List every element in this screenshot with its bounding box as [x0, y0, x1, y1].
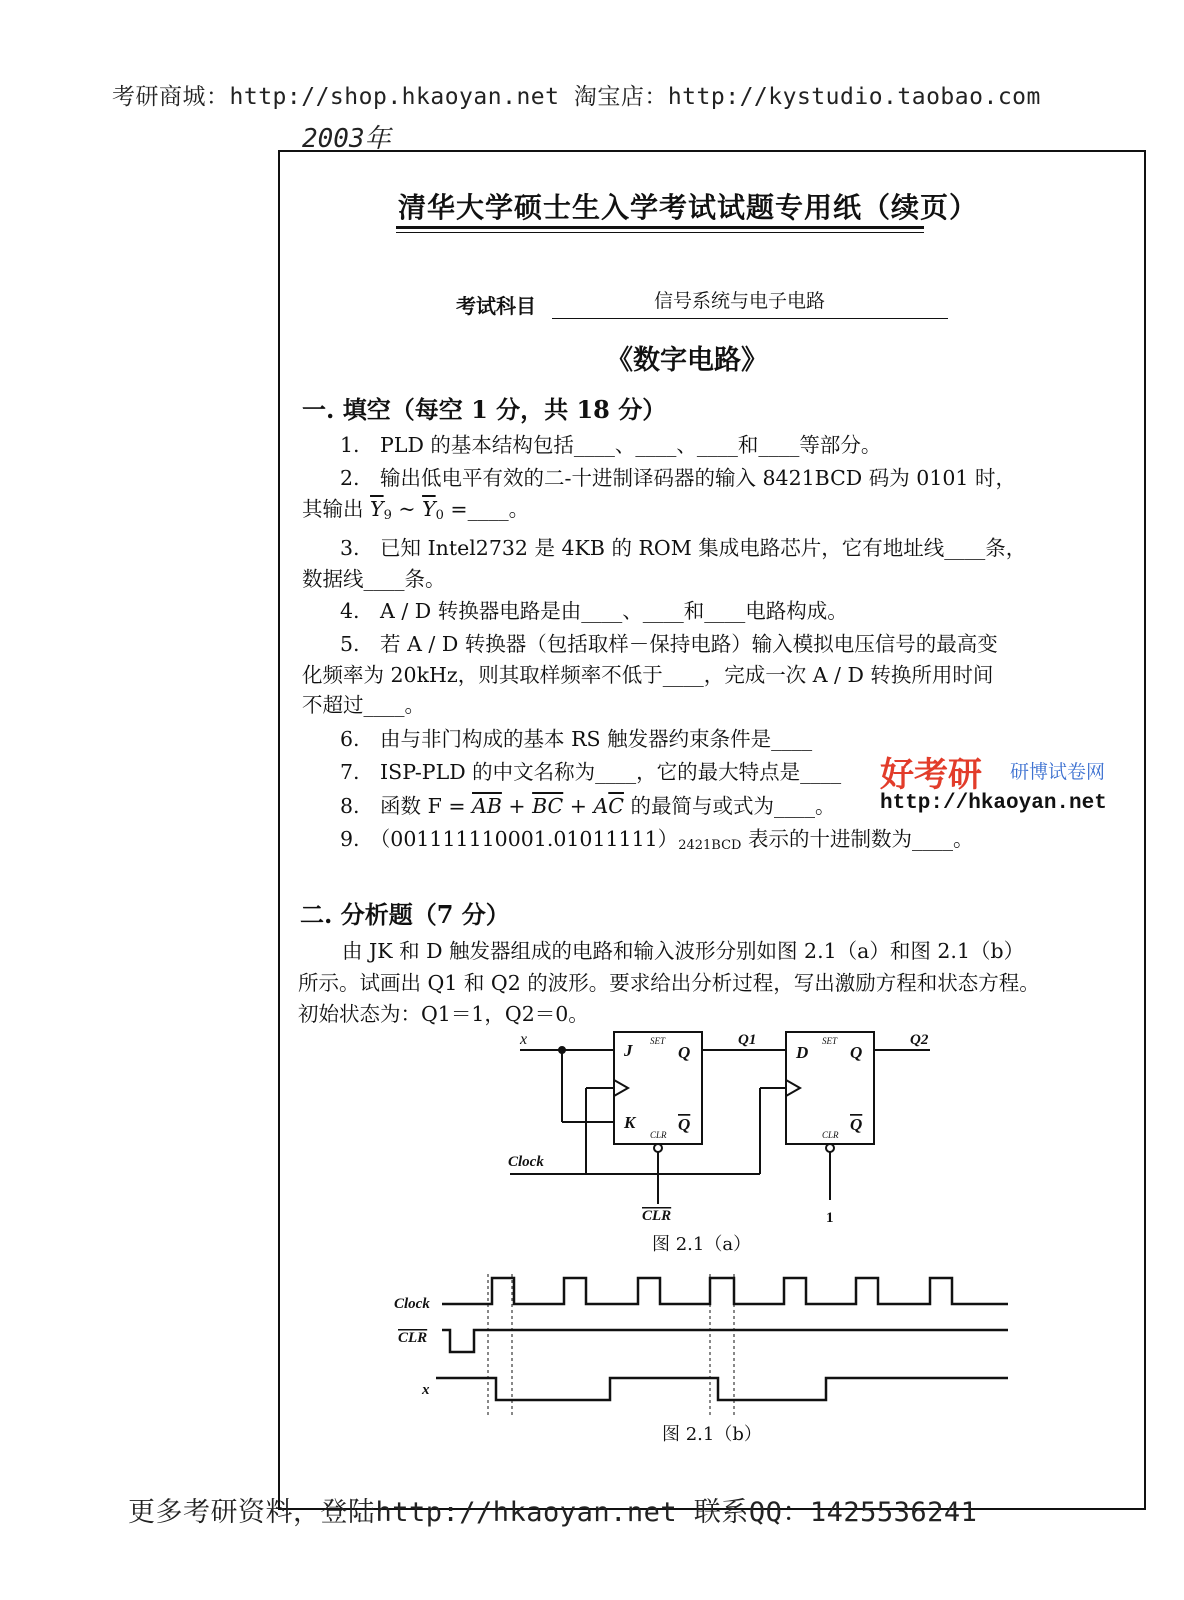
svg-text:x: x	[422, 1382, 430, 1398]
svg-text:x: x	[520, 1031, 528, 1048]
svg-text:1: 1	[826, 1210, 834, 1226]
y0-symbol: $\overline{Y}$	[422, 497, 436, 521]
svg-text:CLR: CLR	[398, 1330, 428, 1346]
title-rule	[396, 226, 924, 229]
question-3-line1: 3. 已知 Intel2732 是 4KB 的 ROM 集成电路芯片，它有地址线____条，	[340, 536, 1027, 560]
svg-text:Q2: Q2	[910, 1032, 929, 1048]
svg-text:Q: Q	[850, 1115, 863, 1134]
question-4: 4. A / D 转换器电路是由____、____和____电路构成。	[340, 599, 848, 623]
svg-text:Clock: Clock	[508, 1154, 544, 1170]
svg-text:Clock: Clock	[394, 1296, 430, 1312]
circuit-diagram	[490, 1024, 940, 1256]
svg-text:Q: Q	[850, 1043, 863, 1062]
jk-clock-triangle	[614, 1080, 628, 1096]
clr-waveform	[442, 1330, 1008, 1352]
figure-b-caption: 图 2.1（b）	[662, 1424, 762, 1445]
section1-heading: 一. 填空（每空 1 分，共 18 分）	[302, 395, 667, 424]
question-6: 6. 由与非门构成的基本 RS 触发器约束条件是____	[340, 727, 813, 751]
question-5-line1: 5. 若 A / D 转换器（包括取样－保持电路）输入模拟电压信号的最高变	[340, 632, 998, 656]
svg-text:Q1: Q1	[738, 1032, 757, 1048]
section2-paragraph-line3: 初始状态为：Q1＝1，Q2＝0。	[298, 1002, 589, 1026]
figure-a-caption: 图 2.1（a）	[652, 1234, 752, 1255]
question-9: 9. $(001111110001.01011111)_{2421BCD}$ 表示的十进制数为____。	[340, 827, 974, 853]
title-rule-thin	[396, 232, 924, 233]
bottom-banner: 更多考研资料，登陆http://hkaoyan.net 联系QQ：1425536241	[128, 1497, 978, 1528]
watermark-url: http://hkaoyan.net	[880, 792, 1107, 815]
svg-text:CLR: CLR	[822, 1130, 839, 1140]
subject-value: 信号系统与电子电路	[654, 290, 826, 312]
svg-text:Q: Q	[678, 1115, 691, 1134]
svg-text:SET: SET	[650, 1036, 666, 1046]
subject-underline	[552, 318, 948, 319]
question-7: 7. ISP-PLD 的中文名称为____，它的最大特点是____	[340, 760, 842, 784]
watermark-tagline: 研博试卷网	[1010, 761, 1106, 783]
question-3-line2: 数据线____条。	[302, 567, 446, 591]
svg-text:D: D	[796, 1043, 809, 1062]
svg-text:K: K	[624, 1113, 636, 1132]
section2-paragraph-line2: 所示。试画出 Q1 和 Q2 的波形。要求给出分析过程，写出激励方程和状态方程。	[298, 971, 1040, 995]
section2-paragraph-line1: 由 JK 和 D 触发器组成的电路和输入波形分别如图 2.1（a）和图 2.1（b）	[342, 939, 1025, 963]
question-1: 1. PLD 的基本结构包括____、____、____和____等部分。	[340, 433, 882, 457]
question-2-line2: 其输出 $\overline{Y}_9$ ~ $\overline{Y}_0$ =____。	[302, 497, 530, 523]
y9-symbol: $\overline{Y}$	[370, 497, 384, 521]
course-title: 《数字电路》	[606, 345, 768, 376]
exam-paper-title: 清华大学硕士生入学考试试题专用纸（续页）	[398, 191, 979, 224]
clock-waveform	[442, 1278, 1008, 1304]
question-5-line2: 化频率为 20kHz，则其取样频率不低于____，完成一次 A / D 转换所用时间	[302, 663, 994, 687]
x-waveform	[436, 1378, 1008, 1400]
svg-text:SET: SET	[822, 1036, 838, 1046]
question-8: 8. 函数 $F = \overline{AB} + \overline{BC} + A\overline{C}$ 的最简与或式为____。	[340, 794, 836, 818]
question-5-line3: 不超过____。	[302, 693, 425, 717]
question-2-line1: 2. 输出低电平有效的二-十进制译码器的输入 8421BCD 码为 0101 时，	[340, 466, 1016, 490]
waveform-diagram	[388, 1270, 1014, 1422]
subject-label: 考试科目	[456, 294, 536, 318]
d-clock-triangle	[786, 1080, 800, 1096]
svg-text:J: J	[624, 1041, 633, 1060]
svg-text:Q: Q	[678, 1043, 691, 1062]
top-banner: 考研商城：http://shop.hkaoyan.net 淘宝店：http://kystudio.taobao.com	[112, 84, 1041, 110]
svg-text:CLR: CLR	[650, 1130, 667, 1140]
year-note: 2003年	[302, 124, 391, 154]
section2-heading: 二. 分析题（7 分）	[300, 900, 510, 929]
svg-text:CLR: CLR	[642, 1208, 672, 1224]
watermark-brand: 好考研	[880, 755, 982, 795]
